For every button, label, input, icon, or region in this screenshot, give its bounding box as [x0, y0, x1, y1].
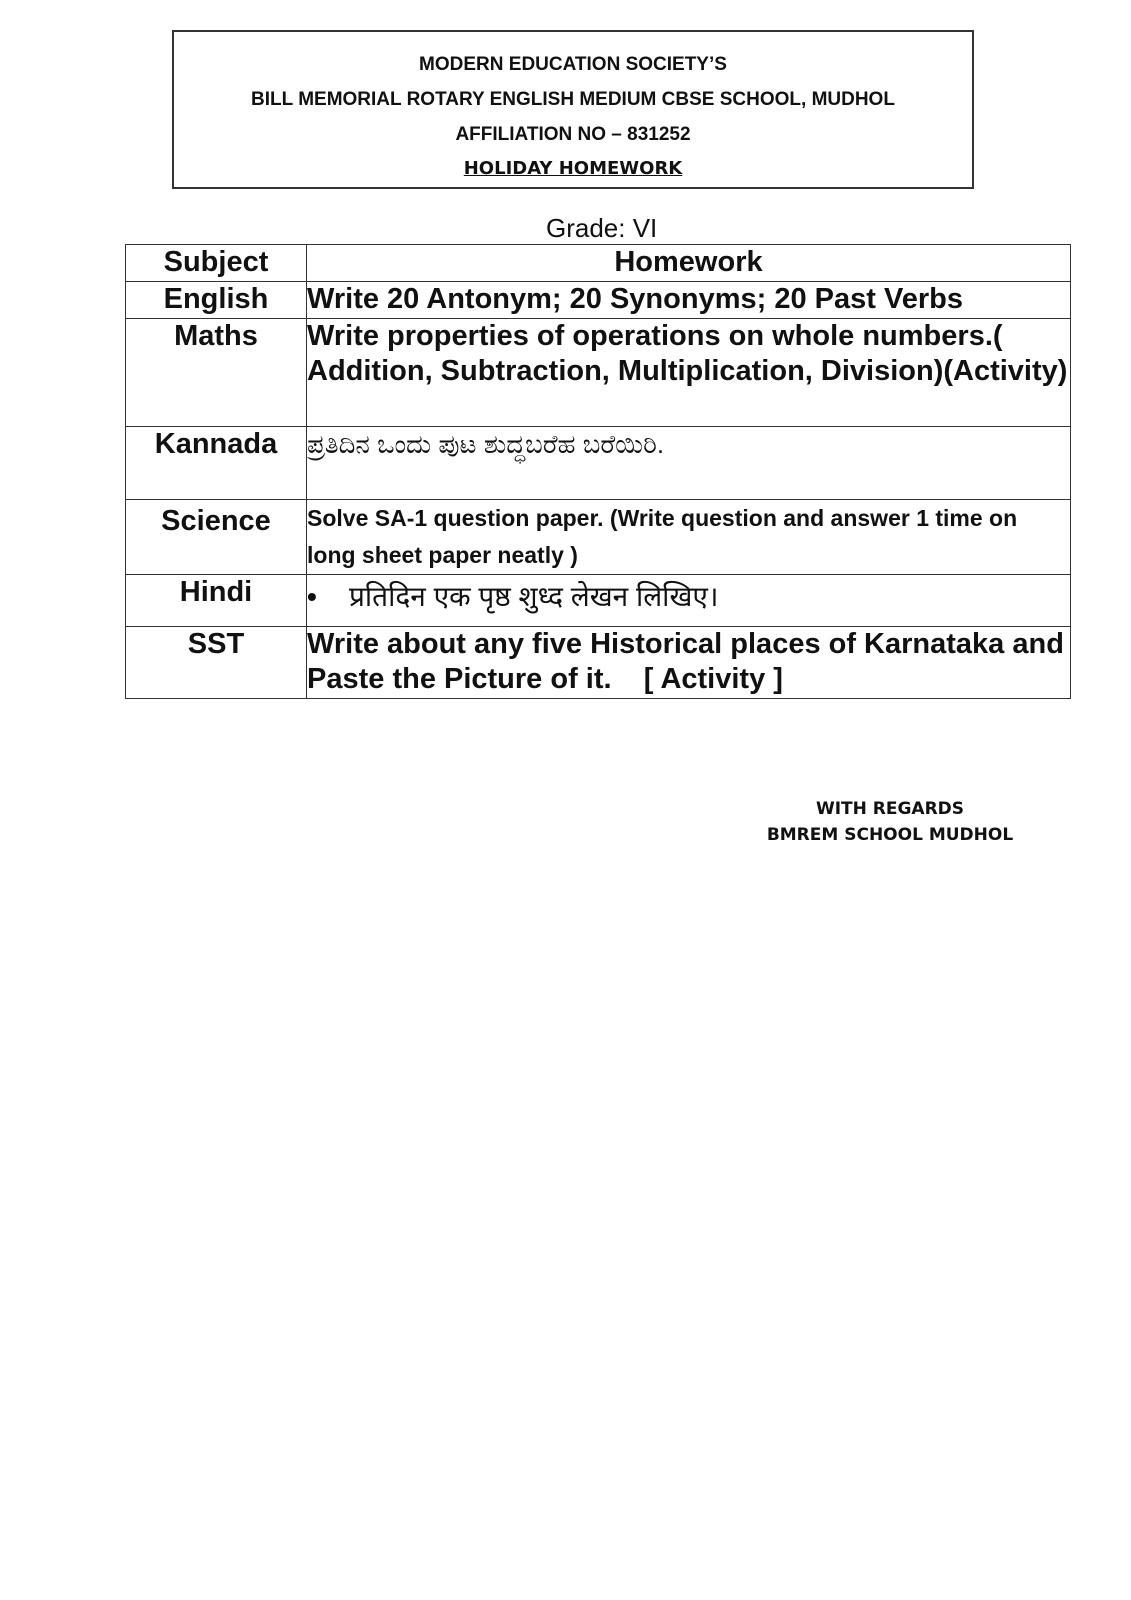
- school-signoff: BMREM SCHOOL MUDHOL: [766, 825, 1014, 845]
- homework-cell: Write 20 Antonym; 20 Synonyms; 20 Past Verbs: [307, 282, 1071, 319]
- subject-cell: Maths: [126, 319, 307, 427]
- subject-column-header: Subject: [126, 245, 307, 282]
- subject-cell: Hindi: [126, 575, 307, 627]
- homework-cell: Write about any five Historical places of Karnataka and Paste the Picture of it. [ Activity ]: [307, 627, 1071, 699]
- school-name: BILL MEMORIAL ROTARY ENGLISH MEDIUM CBSE SCHOOL, MUDHOL: [251, 89, 895, 110]
- bullet-point: •: [307, 581, 317, 612]
- table-row: [126, 282, 1071, 319]
- closing-signature: [760, 796, 1020, 848]
- homework-cell: Write properties of operations on whole numbers.( Addition, Subtraction, Multiplication, Division)(Activity): [307, 319, 1071, 427]
- table-row: [126, 427, 1071, 500]
- table-row: [126, 627, 1071, 699]
- school-header: [172, 30, 974, 189]
- subject-cell: SST: [126, 627, 307, 699]
- homework-cell: ಪ್ರತಿದಿನ ಒಂದು ಪುಟ ಶುದ್ಧಬರೆಹ ಬರೆಯಿರಿ.: [307, 427, 1071, 500]
- homework-cell: [307, 575, 1071, 627]
- homework-column-header: Homework: [307, 245, 1071, 282]
- document-title: HOLIDAY HOMEWORK: [463, 158, 683, 179]
- table-row: [126, 575, 1071, 627]
- society-name: MODERN EDUCATION SOCIETY’S: [419, 54, 727, 75]
- homework-text: प्रतिदिन एक पृष्ठ शुध्द लेखन लिखिए।: [349, 581, 719, 612]
- affiliation-number: AFFILIATION NO – 831252: [455, 124, 691, 145]
- regards-line: WITH REGARDS: [815, 799, 965, 819]
- grade-label: Grade: VI: [546, 213, 658, 243]
- subject-cell: Kannada: [126, 427, 307, 500]
- subject-cell: English: [126, 282, 307, 319]
- subject-cell: Science: [126, 500, 307, 575]
- homework-cell: Solve SA-1 question paper. (Write question and answer 1 time on long sheet paper neatly ): [307, 500, 1071, 575]
- table-row: [126, 319, 1071, 427]
- homework-table: [125, 244, 1071, 699]
- table-header-row: [126, 245, 1071, 282]
- table-row: [126, 500, 1071, 575]
